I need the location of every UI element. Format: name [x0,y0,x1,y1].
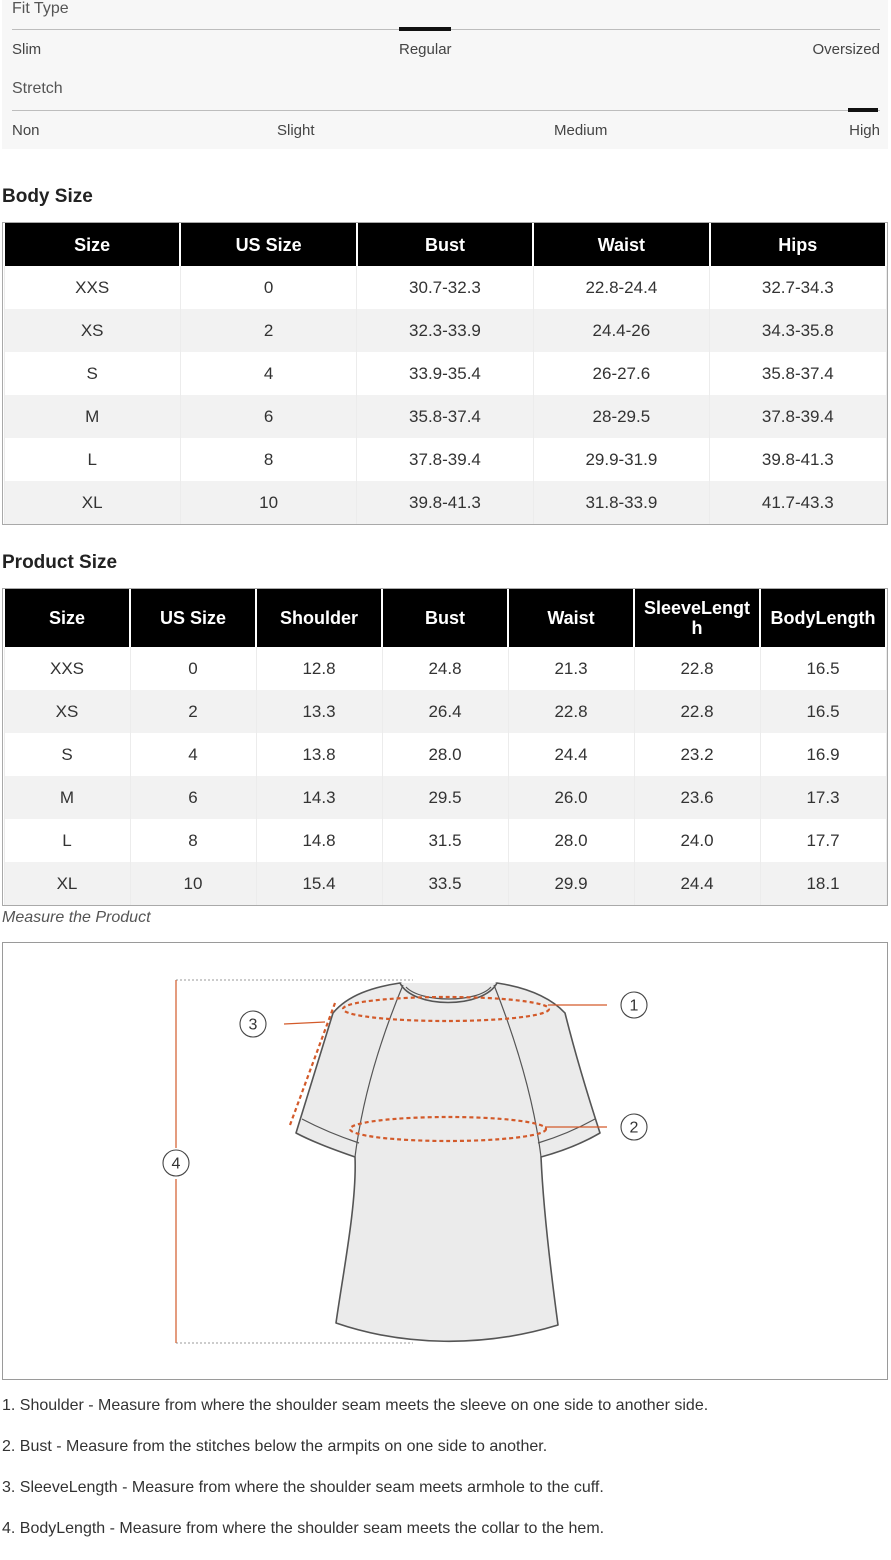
header-shoulder: Shoulder [256,589,382,647]
cell-sleeve-length: 23.2 [634,733,760,776]
cell-sleeve-length: 22.8 [634,690,760,733]
cell-waist: 28.0 [508,819,634,862]
marker-1: 1 [629,997,639,1015]
cell-size: XXS [4,266,180,309]
header-size: Size [4,223,180,266]
cell-us-size: 6 [180,395,356,438]
cell-size: L [4,819,130,862]
cell-bust: 33.9-35.4 [357,352,533,395]
body-size-header-row [4,223,886,266]
header-us-size: US Size [130,589,256,647]
cell-sleeve-length: 22.8 [634,647,760,690]
instruction-sleeve-length: 3. SleeveLength - Measure from where the shoulder seam meets armhole to the cuff. [2,1479,604,1496]
cell-bust: 32.3-33.9 [357,309,533,352]
header-waist: Waist [508,589,634,647]
cell-size: S [4,352,180,395]
cell-sleeve-length: 24.4 [634,862,760,905]
cell-size: XL [4,481,180,524]
cell-us-size: 10 [180,481,356,524]
measurement-instructions [2,1396,888,1560]
cell-shoulder: 12.8 [256,647,382,690]
cell-waist: 22.8 [508,690,634,733]
fit-label-slim: Slim [12,41,42,58]
cell-us-size: 2 [130,690,256,733]
cell-waist: 26-27.6 [533,352,709,395]
cell-waist: 22.8-24.4 [533,266,709,309]
cell-bust: 37.8-39.4 [357,438,533,481]
table-row [4,395,886,438]
stretch-marker [848,108,878,112]
cell-bust: 28.0 [382,733,508,776]
cell-waist: 28-29.5 [533,395,709,438]
table-row [4,862,886,905]
cell-us-size: 2 [180,309,356,352]
measure-diagram [2,942,888,1380]
cell-waist: 26.0 [508,776,634,819]
marker-2: 2 [629,1119,639,1137]
table-row [4,438,886,481]
cell-sleeve-length: 24.0 [634,819,760,862]
cell-us-size: 0 [180,266,356,309]
cell-shoulder: 15.4 [256,862,382,905]
fit-stretch-panel [2,0,888,149]
cell-hips: 37.8-39.4 [710,395,886,438]
stretch-label-non: Non [12,122,40,139]
instruction-shoulder: 1. Shoulder - Measure from where the shoulder seam meets the sleeve on one side to another side. [2,1397,709,1414]
table-row [4,776,886,819]
body-size-heading: Body Size [2,186,93,207]
table-row [4,647,886,690]
cell-us-size: 4 [130,733,256,776]
body-length-measure [163,1150,189,1176]
cell-waist: 29.9-31.9 [533,438,709,481]
header-bust: Bust [382,589,508,647]
cell-body-length: 16.9 [760,733,886,776]
cell-us-size: 0 [130,647,256,690]
cell-us-size: 4 [180,352,356,395]
cell-shoulder: 13.3 [256,690,382,733]
cell-bust: 26.4 [382,690,508,733]
table-row [4,690,886,733]
cell-size: L [4,438,180,481]
cell-bust: 39.8-41.3 [357,481,533,524]
table-row [4,733,886,776]
tshirt-diagram-icon [3,943,887,1379]
measure-caption: Measure the Product [2,909,151,926]
header-sleeve-length: SleeveLength [634,589,760,647]
fit-label-oversized: Oversized [812,41,880,58]
header-waist: Waist [533,223,709,266]
body-size-table [2,222,888,525]
cell-us-size: 8 [180,438,356,481]
header-size: Size [4,589,130,647]
product-size-header-row [4,589,886,647]
cell-waist: 24.4-26 [533,309,709,352]
stretch-label-slight: Slight [277,122,315,139]
cell-shoulder: 13.8 [256,733,382,776]
header-body-length: BodyLength [760,589,886,647]
cell-shoulder: 14.3 [256,776,382,819]
cell-hips: 41.7-43.3 [710,481,886,524]
cell-hips: 32.7-34.3 [710,266,886,309]
product-size-heading: Product Size [2,552,118,573]
cell-bust: 35.8-37.4 [357,395,533,438]
fit-type-title: Fit Type [12,0,69,17]
marker-4: 4 [171,1155,181,1173]
table-row [4,819,886,862]
marker-3: 3 [248,1016,258,1034]
table-row [4,266,886,309]
cell-waist: 21.3 [508,647,634,690]
cell-waist: 24.4 [508,733,634,776]
cell-size: M [4,395,180,438]
cell-hips: 34.3-35.8 [710,309,886,352]
cell-us-size: 6 [130,776,256,819]
stretch-track [12,110,880,111]
cell-size: M [4,776,130,819]
cell-size: XS [4,690,130,733]
cell-body-length: 16.5 [760,690,886,733]
fit-type-marker [399,27,451,31]
cell-waist: 29.9 [508,862,634,905]
cell-waist: 31.8-33.9 [533,481,709,524]
table-row [4,309,886,352]
cell-bust: 29.5 [382,776,508,819]
table-row [4,481,886,524]
header-bust: Bust [357,223,533,266]
cell-sleeve-length: 23.6 [634,776,760,819]
cell-size: XXS [4,647,130,690]
stretch-title: Stretch [12,80,63,97]
cell-bust: 30.7-32.3 [357,266,533,309]
tshirt-outline [296,983,600,1341]
cell-body-length: 17.3 [760,776,886,819]
cell-body-length: 17.7 [760,819,886,862]
stretch-label-high: High [849,122,880,139]
cell-us-size: 10 [130,862,256,905]
fit-label-regular: Regular [399,41,452,58]
cell-hips: 39.8-41.3 [710,438,886,481]
cell-hips: 35.8-37.4 [710,352,886,395]
product-size-table [2,588,888,906]
cell-body-length: 16.5 [760,647,886,690]
cell-size: XS [4,309,180,352]
header-us-size: US Size [180,223,356,266]
cell-body-length: 18.1 [760,862,886,905]
instruction-bust: 2. Bust - Measure from the stitches below the armpits on one side to another. [2,1438,548,1455]
cell-us-size: 8 [130,819,256,862]
cell-bust: 31.5 [382,819,508,862]
cell-size: S [4,733,130,776]
cell-shoulder: 14.8 [256,819,382,862]
cell-bust: 24.8 [382,647,508,690]
cell-size: XL [4,862,130,905]
cell-bust: 33.5 [382,862,508,905]
header-hips: Hips [710,223,886,266]
instruction-body-length: 4. BodyLength - Measure from where the shoulder seam meets the collar to the hem. [2,1520,605,1537]
stretch-label-medium: Medium [554,122,608,139]
table-row [4,352,886,395]
